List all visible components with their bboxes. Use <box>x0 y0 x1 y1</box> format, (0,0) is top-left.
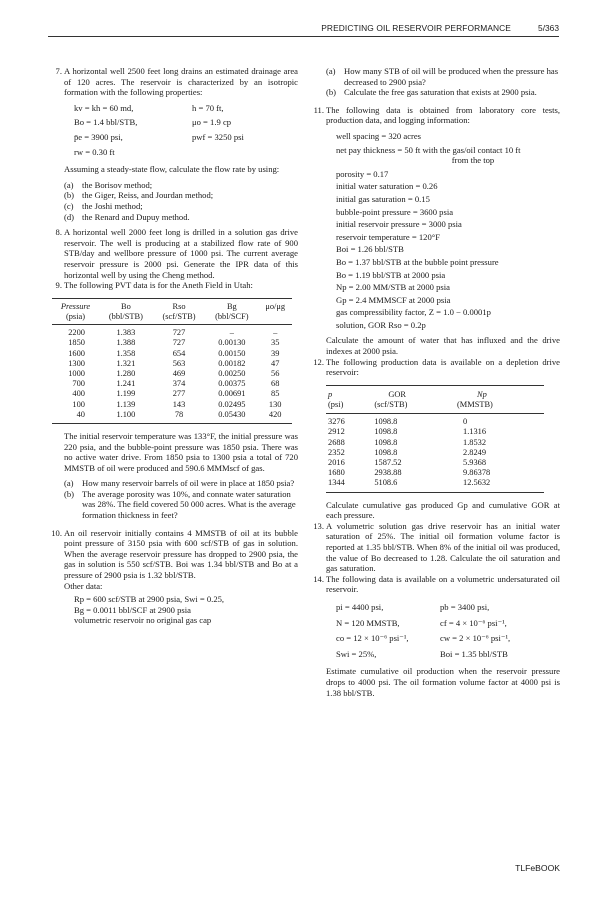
option-item: (b) Calculate the free gas saturation that exists at 2900 psia. <box>326 87 537 98</box>
table-row: 40 1.100 78 0.05430 420 <box>52 410 292 424</box>
table-row: 2688 1098.8 1.8532 <box>328 437 487 447</box>
data-line: solution, GOR Rso = 0.2p <box>336 319 426 330</box>
other-data-line: Rp = 600 scf/STB at 2900 psia, Swi = 0.25, <box>74 594 225 605</box>
right-column <box>312 66 560 698</box>
problem-7 <box>50 66 298 222</box>
problem-number: 10. <box>51 527 62 538</box>
problem-13 <box>312 521 560 574</box>
column-header: Bg <box>205 298 258 312</box>
column-header: μo/μg <box>258 298 292 312</box>
problem-8 <box>50 227 298 280</box>
production-table <box>326 385 544 493</box>
property-line: kv = kh = 60 md, h = 70 ft, <box>74 102 224 113</box>
problem-number: 14. <box>313 573 324 584</box>
problem-text: The following PVT data is for the Aneth Field in Utah: <box>64 280 253 291</box>
option-item: (b) The average porosity was 10%, and connate water saturation was 28%. The field covered 50 000 acres. What is the average formation thickness in feet? <box>64 488 296 521</box>
column-unit: (psia) <box>52 312 99 325</box>
property-line: co = 12 × 10⁻⁶ psi⁻¹, cw = 2 × 10⁻⁶ psi⁻¹, <box>336 633 511 644</box>
problem-9-continued <box>50 431 298 521</box>
problem-text: A volumetric solution gas drive reservoir has an initial water saturation of 25%. The initial oil formation volume factor is reported at 1.35 bbl/STB. When 8% of the initial oil was produced, the value of Bo decreased to 1.28. Calculate the oil saturation and gas saturation. <box>326 520 560 574</box>
column-unit: (bbl/STB) <box>99 312 153 325</box>
table-row: 1600 1.358 654 0.00150 39 <box>68 348 280 358</box>
problem-question: Estimate cumulative oil production when the reservoir pressure drops to 4000 psi. The oil formation volume factor at 4000 psi is 1.38 bbl/STB. <box>326 666 560 698</box>
table-row: 3276 1098.8 0 <box>328 417 468 427</box>
table-row: 2200 1.383 727 – – <box>68 328 278 338</box>
table-row: 1300 1.321 563 0.00182 47 <box>68 358 280 368</box>
problem-number: 8. <box>55 227 62 238</box>
page-number: 5/363 <box>538 23 559 33</box>
data-line: from the top <box>451 155 495 166</box>
table-row: 2016 1587.52 5.9368 <box>328 458 487 468</box>
column-header: p <box>326 385 372 400</box>
pvt-table <box>52 298 292 424</box>
problem-number: 13. <box>313 520 324 531</box>
property-line: rw = 0.30 ft <box>74 146 115 157</box>
left-column <box>50 66 298 626</box>
option-item: (b) the Giger, Reiss, and Jourdan method; <box>64 190 214 201</box>
column-unit: (scf/STB) <box>372 400 455 414</box>
column-header: Rso <box>153 298 205 312</box>
problem-11 <box>312 105 560 357</box>
data-line: initial water saturation = 0.26 <box>336 181 438 192</box>
problem-text: A horizontal well 2000 feet long is drilled in a solution gas drive reservoir. The well is producing at a stabilized flow rate of 900 STB/day and wellbore pressure of 1000 psi. The current average reservoir pressure is 2000 psi. Generate the IPR data of this horizontal well by using the Cheng method. <box>64 227 298 280</box>
option-item: (a) the Borisov method; <box>64 179 153 190</box>
problem-question: Assuming a steady-state flow, calculate the flow rate by using: <box>64 164 280 175</box>
table-row: 700 1.241 374 0.00375 68 <box>72 379 280 389</box>
problem-10-continued <box>312 66 560 98</box>
property-line: N = 120 MMSTB, cf = 4 × 10⁻⁶ psi⁻¹, <box>336 617 507 628</box>
problem-text: The following data is obtained from laboratory core tests, production data, and logging information: <box>326 104 560 126</box>
property-line: Swi = 25%, Boi = 1.35 bbl/STB <box>336 648 508 659</box>
column-unit: (MMSTB) <box>455 400 544 414</box>
other-data-label: Other data: <box>64 580 103 591</box>
problem-14 <box>312 574 560 698</box>
column-unit: (psi) <box>326 400 372 414</box>
column-header: Bo <box>99 298 153 312</box>
column-unit: (bbl/SCF) <box>205 312 258 325</box>
problem-number: 9. <box>55 280 62 291</box>
problem-text: The following data is available on a volumetric undersaturated oil reservoir. <box>326 573 560 595</box>
data-line: initial gas saturation = 0.15 <box>336 193 430 204</box>
option-item: (a) How many reservoir barrels of oil were in place at 1850 psia? <box>64 478 295 489</box>
data-line: Bo = 1.37 bbl/STB at the bubble point pressure <box>336 256 499 267</box>
problem-9 <box>50 280 298 291</box>
problem-text: A horizontal well 2500 feet long drains an estimated drainage area of 120 acres. The reservoir is characterized by an isotropic formation with the following properties: <box>64 66 298 98</box>
other-data-line: volumetric reservoir no original gas cap <box>74 615 212 626</box>
problem-question: Calculate the amount of water that has influxed and the drive indexes at 2000 psia. <box>326 335 560 357</box>
problem-12 <box>312 357 560 378</box>
data-line: bubble-point pressure = 3600 psia <box>336 206 454 217</box>
problem-number: 7. <box>55 66 62 76</box>
property-line: pi = 4400 psi, pb = 3400 psi, <box>336 602 490 613</box>
option-item: (a) How many STB of oil will be produced when the pressure has decreased to 2900 psia? <box>326 66 559 87</box>
table-row: 1344 5108.6 12.5632 <box>326 478 544 492</box>
running-title: PREDICTING OIL RESERVOIR PERFORMANCE <box>321 23 511 33</box>
table-row: 100 1.139 143 0.02495 130 <box>72 399 282 409</box>
problem-text: The following production data is available on a depletion drive reservoir: <box>326 356 560 378</box>
data-line: Bo = 1.19 bbl/STB at 2000 psia <box>336 269 446 280</box>
problem-text: An oil reservoir initially contains 4 MMSTB of oil at its bubble point pressure of 3150 psia with 600 scf/STB of gas in solution. When the average reservoir pressure has dropped to 2900 psia, the gas in solution is 550 scf/STB. Boi was 1.34 bbl/STB and Bo at a pressure of 2900 psia is 1.32 bbl/STB. <box>64 527 298 581</box>
table-row: 1000 1.280 469 0.00250 56 <box>68 368 280 378</box>
page-header <box>48 22 559 37</box>
problem-number: 12. <box>313 356 324 367</box>
problem-number: 11. <box>313 104 324 115</box>
data-line: well spacing = 320 acres <box>336 130 422 141</box>
data-line: net pay thickness = 50 ft with the gas/oil contact 10 ft <box>336 144 521 155</box>
data-line: Gp = 2.4 MMMSCF at 2000 psia <box>336 294 451 305</box>
problem-question: Calculate cumulative gas produced Gp and cumulative GOR at each pressure. <box>326 499 560 521</box>
data-line: porosity = 0.17 <box>336 168 389 179</box>
data-line: Boi = 1.26 bbl/STB <box>336 244 404 255</box>
table-row: 2912 1098.8 1.1316 <box>328 427 487 437</box>
table-row: 1680 2938.88 9.86378 <box>328 468 491 478</box>
table-row: 2352 1098.8 2.8249 <box>328 447 487 457</box>
option-item: (c) the Joshi method; <box>64 200 143 211</box>
data-line: reservoir temperature = 120°F <box>336 231 440 242</box>
column-unit <box>258 312 292 325</box>
data-line: initial reservoir pressure = 3000 psia <box>336 219 462 230</box>
table-row: 400 1.199 277 0.00691 85 <box>72 389 280 399</box>
data-line: Np = 2.00 MM/STB at 2000 psia <box>336 282 450 293</box>
problem-10 <box>50 528 298 626</box>
problem-text: The initial reservoir temperature was 133°F, the initial pressure was 220 psia, and the bubble-point pressure was 1850 psia. There was no active water drive. From 1850 psia to 1300 psia a total of 720 MMSTB of oil were produced and 590.6 MMMscf of gas. <box>64 430 298 473</box>
column-header: Np <box>455 385 544 400</box>
footer-mark: TLFeBOOK <box>515 863 560 874</box>
data-line: gas compressibility factor, Z = 1.0 − 0.0001p <box>336 307 491 318</box>
property-line: p̄e = 3900 psi, pwf = 3250 psi <box>74 131 244 142</box>
table-row: 1850 1.388 727 0.00130 35 <box>68 338 280 348</box>
column-header: Pressure <box>52 298 99 312</box>
column-header: GOR <box>372 385 455 400</box>
problem-12-continued <box>312 500 560 521</box>
other-data-line: Bg = 0.0011 bbl/SCF at 2900 psia <box>74 604 191 615</box>
column-unit: (scf/STB) <box>153 312 205 325</box>
property-line: Bo = 1.4 bbl/STB, μo = 1.9 cp <box>74 117 232 128</box>
option-item: (d) the Renard and Dupuy method. <box>64 211 190 222</box>
